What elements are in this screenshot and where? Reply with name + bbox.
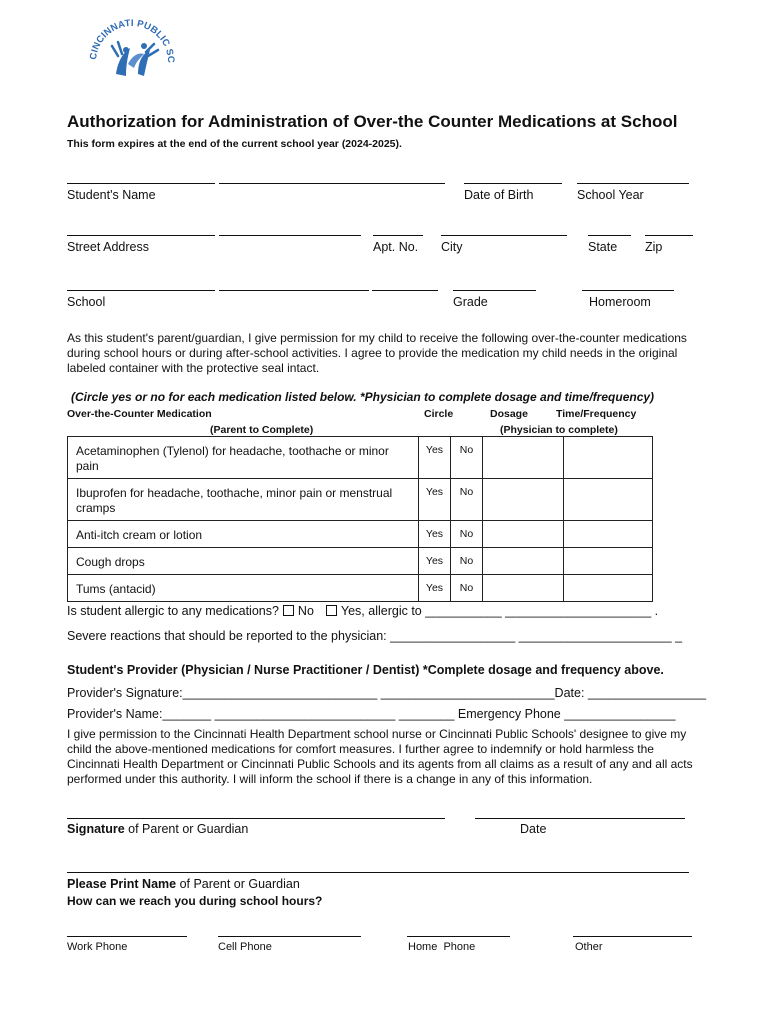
guardian-signature-label: Signature of Parent or Guardian: [67, 822, 249, 836]
permission-paragraph: As this student's parent/guardian, I give permission for my child to receive the following over-the-counter medications during school hours or during after-school activities. I agree to provide the medication my child needs in the original labeled container with the protective seal intact.: [67, 331, 687, 375]
table-row: [68, 575, 653, 602]
yes-option[interactable]: Yes: [419, 575, 451, 602]
home-phone-line[interactable]: [407, 936, 510, 937]
yes-option[interactable]: Yes: [419, 437, 451, 479]
time-cell[interactable]: [564, 548, 653, 575]
table-row: [68, 548, 653, 575]
home-phone-label: Home Phone: [408, 941, 476, 953]
homeroom-line[interactable]: [582, 290, 674, 291]
yes-option[interactable]: Yes: [419, 521, 451, 548]
zip-line[interactable]: [645, 235, 693, 236]
print-name-label: Please Print Name of Parent or Guardian: [67, 877, 300, 891]
header-physician: (Physician to complete): [500, 424, 618, 436]
work-phone-label: Work Phone: [67, 941, 128, 953]
no-option[interactable]: No: [451, 548, 483, 575]
medication-name: Ibuprofen for headache, toothache, minor pain or menstrual cramps: [68, 479, 419, 521]
year-line[interactable]: [577, 183, 689, 184]
time-cell[interactable]: [564, 437, 653, 479]
table-row: [68, 479, 653, 521]
dosage-cell[interactable]: [483, 575, 564, 602]
street-line-2[interactable]: [219, 235, 361, 236]
allergy-no-checkbox[interactable]: [283, 605, 294, 616]
no-option[interactable]: No: [451, 575, 483, 602]
no-option[interactable]: No: [451, 437, 483, 479]
city-label: City: [441, 240, 463, 254]
provider-name[interactable]: Provider's Name:_______ __________________________ ________ Emergency Phone ________________: [67, 707, 676, 721]
state-label: State: [588, 240, 618, 254]
medication-name: Anti-itch cream or lotion: [68, 521, 419, 548]
header-time: Time/Frequency: [556, 408, 637, 420]
street-line[interactable]: [67, 235, 215, 236]
cell-phone-label: Cell Phone: [218, 941, 272, 953]
name-line-2[interactable]: [219, 183, 445, 184]
dob-line[interactable]: [464, 183, 562, 184]
no-option[interactable]: No: [451, 521, 483, 548]
cps-logo: [88, 16, 176, 88]
dosage-cell[interactable]: [483, 548, 564, 575]
school-label: School: [67, 295, 106, 309]
signature-date-line[interactable]: [475, 818, 685, 819]
other-phone-line[interactable]: [573, 936, 692, 937]
school-line[interactable]: [67, 290, 215, 291]
grade-line[interactable]: [453, 290, 536, 291]
expires-note: This form expires at the end of the current school year (2024-2025).: [67, 138, 402, 150]
header-parent: (Parent to Complete): [210, 424, 314, 436]
table-row: [68, 521, 653, 548]
no-option[interactable]: No: [451, 479, 483, 521]
city-line[interactable]: [441, 235, 567, 236]
guardian-signature-line[interactable]: [67, 818, 445, 819]
dob-label: Date of Birth: [464, 188, 534, 202]
school-year-label: School Year: [577, 188, 644, 202]
grade-label: Grade: [453, 295, 488, 309]
allergy-row: [67, 604, 658, 618]
yes-option[interactable]: Yes: [419, 479, 451, 521]
medication-name: Tums (antacid): [68, 575, 419, 602]
header-medication: Over-the-Counter Medication: [67, 408, 212, 420]
circle-instruction: (Circle yes or no for each medication listed below. *Physician to complete dosage and time/frequency): [71, 390, 655, 404]
header-circle: Circle: [424, 408, 454, 420]
work-phone-line[interactable]: [67, 936, 187, 937]
severe-reactions: Severe reactions that should be reported to the physician: __________________ ______________________ _: [67, 629, 683, 643]
homeroom-label: Homeroom: [589, 295, 651, 309]
consent-paragraph: I give permission to the Cincinnati Health Department school nurse or Cincinnati Public Schools' designee to give my child the above-mentioned medications for comfort measures. I further agree to indemnify or hold harmless the Cincinnati Health Department or Cincinnati Public Schools and its agents from all claims as a result of any and all acts performed under this authority. I will inform the school if there is a change in any of this information.: [67, 727, 693, 786]
name-line[interactable]: [67, 183, 215, 184]
date-label: Date: [520, 822, 547, 836]
table-row: [68, 437, 653, 479]
form-title: Authorization for Administration of Over-the Counter Medications at School: [67, 112, 678, 131]
yes-option[interactable]: Yes: [419, 548, 451, 575]
allergy-no-label: No: [297, 604, 314, 618]
logo-text: CINCINNATI PUBLIC SC: [88, 17, 176, 64]
zip-label: Zip: [645, 240, 663, 254]
cell-phone-line[interactable]: [218, 936, 361, 937]
header-dosage: Dosage: [490, 408, 528, 420]
medication-name: Cough drops: [68, 548, 419, 575]
apt-label: Apt. No.: [373, 240, 419, 254]
print-name-line[interactable]: [67, 872, 689, 873]
street-label: Street Address: [67, 240, 149, 254]
dosage-cell[interactable]: [483, 479, 564, 521]
other-phone-label: Other: [575, 941, 603, 953]
allergy-question: Is student allergic to any medications?: [67, 604, 279, 618]
time-cell[interactable]: [564, 575, 653, 602]
school-line-3[interactable]: [372, 290, 438, 291]
time-cell[interactable]: [564, 479, 653, 521]
provider-signature[interactable]: Provider's Signature:____________________________ _________________________Date: _________________: [67, 686, 707, 700]
apt-line[interactable]: [373, 235, 423, 236]
school-line-2[interactable]: [219, 290, 369, 291]
time-cell[interactable]: [564, 521, 653, 548]
dosage-cell[interactable]: [483, 521, 564, 548]
medication-name: Acetaminophen (Tylenol) for headache, toothache or minor pain: [68, 437, 419, 479]
allergy-yes-checkbox[interactable]: [326, 605, 337, 616]
medication-table: [67, 436, 653, 602]
dosage-cell[interactable]: [483, 437, 564, 479]
state-line[interactable]: [588, 235, 631, 236]
student-name-label: Student's Name: [67, 188, 156, 202]
reach-question: How can we reach you during school hours?: [67, 894, 323, 908]
provider-heading: Student's Provider (Physician / Nurse Practitioner / Dentist) *Complete dosage and frequency above.: [67, 663, 664, 677]
allergy-yes-label: Yes, allergic to ___________ _____________________ .: [340, 604, 659, 618]
